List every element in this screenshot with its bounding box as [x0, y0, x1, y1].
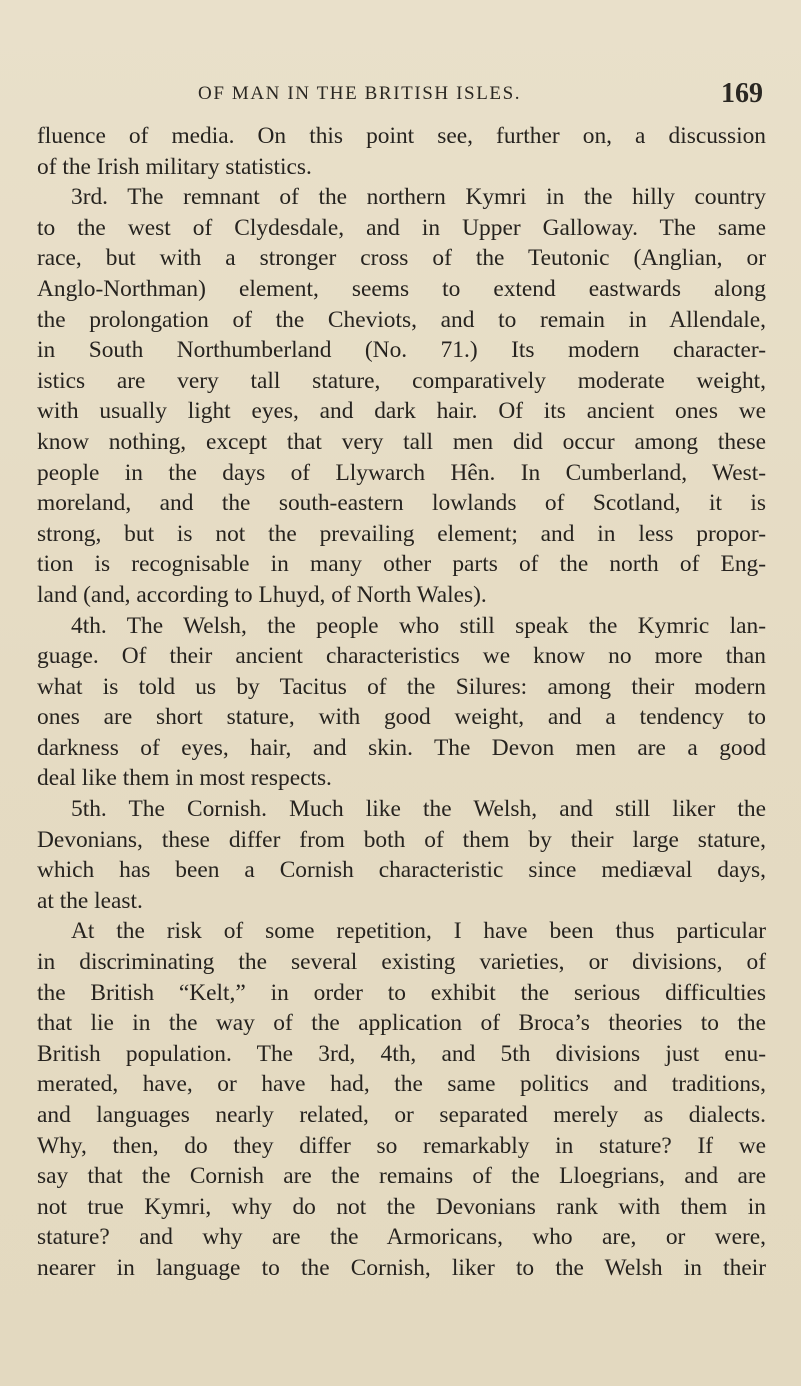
text-line: people in the days of Llywarch Hên. In Cumberland, West- — [37, 459, 766, 486]
text-line: fluence of media. On this point see, further on, a discussion — [37, 123, 766, 149]
text-line: know nothing, except that very tall men did occur among these — [37, 428, 766, 455]
text-line: Why, then, do they differ so remarkably in stature? If we — [37, 1132, 766, 1159]
text-line: the prolongation of the Cheviots, and to remain in Allendale, — [37, 306, 766, 333]
text-line: and languages nearly related, or separated merely as dialects. — [37, 1102, 766, 1128]
text-line: 4th. The Welsh, the people who still speak the Kymric lan- — [71, 612, 766, 639]
text-line: with usually light eyes, and dark hair. Of its ancient ones we — [37, 398, 766, 425]
text-line: of the Irish military statistics. — [37, 153, 312, 180]
text-line: 3rd. The remnant of the northern Kymri in the hilly country — [71, 184, 766, 211]
running-head — [0, 78, 801, 110]
body-text — [37, 121, 766, 1284]
text-line: istics are very tall stature, comparatively moderate weight, — [37, 367, 766, 394]
text-line: which has been a Cornish characteristic since mediæval days, — [37, 857, 766, 884]
text-line: not true Kymri, why do not the Devonians rank with them in — [37, 1193, 766, 1220]
text-line: Devonians, these differ from both of them by their large stature, — [37, 826, 766, 853]
running-title: OF MAN IN THE BRITISH ISLES. — [198, 83, 522, 104]
text-line: guage. Of their ancient characteristics we know no more than — [37, 643, 766, 670]
text-line: nearer in language to the Cornish, liker to the Welsh in their — [37, 1254, 766, 1281]
text-line: stature? and why are the Armoricans, who are, or were, — [37, 1224, 766, 1251]
text-line: ones are short stature, with good weight, and a tendency to — [37, 704, 766, 731]
text-line: that lie in the way of the application of Broca’s theories to the — [37, 1010, 766, 1037]
text-line: deal like them in most respects. — [37, 765, 332, 792]
text-line: darkness of eyes, hair, and skin. The Devon men are a good — [37, 734, 766, 761]
text-line: British population. The 3rd, 4th, and 5th divisions just enu- — [37, 1040, 766, 1067]
text-line: what is told us by Tacitus of the Silures: among their modern — [37, 673, 766, 700]
text-line: the British “Kelt,” in order to exhibit the serious difficulties — [37, 979, 766, 1006]
text-line: in South Northumberland (No. 71.) Its modern character- — [37, 337, 766, 364]
text-line: Anglo-Northman) element, seems to extend eastwards along — [37, 275, 766, 302]
text-line: in discriminating the several existing varieties, or divisions, of — [37, 949, 766, 976]
text-line: At the risk of some repetition, I have been thus particular — [71, 918, 766, 945]
text-line: to the west of Clydesdale, and in Upper Galloway. The same — [37, 214, 766, 241]
text-line: race, but with a stronger cross of the Teutonic (Anglian, or — [37, 245, 766, 272]
text-line: merated, have, or have had, the same politics and traditions, — [37, 1071, 766, 1098]
text-line: tion is recognisable in many other parts of the north of Eng- — [37, 551, 766, 578]
text-line: say that the Cornish are the remains of the Lloegrians, and are — [37, 1163, 766, 1190]
text-line: 5th. The Cornish. Much like the Welsh, and still liker the — [71, 796, 766, 823]
text-line: moreland, and the south-eastern lowlands of Scotland, it is — [37, 490, 766, 517]
text-line: land (and, according to Lhuyd, of North Wales). — [37, 581, 487, 608]
page-number: 169 — [721, 78, 763, 109]
text-line: strong, but is not the prevailing element; and in less propor- — [37, 520, 766, 547]
text-line: at the least. — [37, 887, 143, 914]
